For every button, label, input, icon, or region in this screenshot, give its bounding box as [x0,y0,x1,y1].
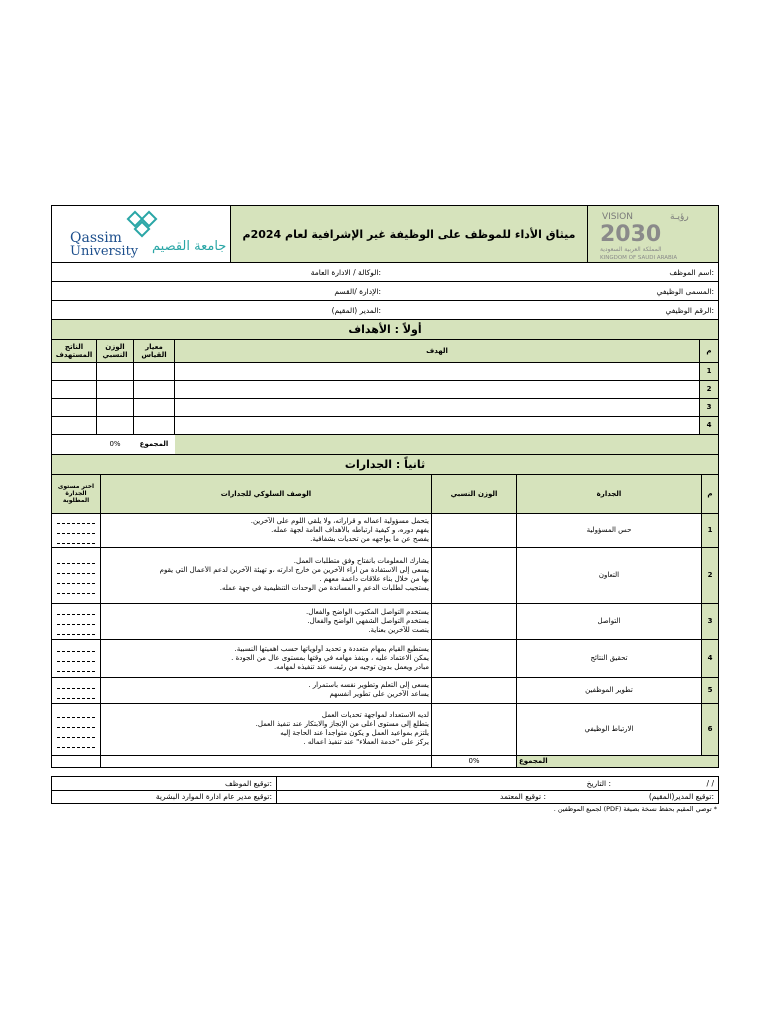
vision-2030-logo [587,206,718,262]
indicator: بها من خلال بناء علاقات داعمة معهم . [319,575,429,583]
employee-info [52,263,718,320]
department-label[interactable]: :الإدارة /القسم [334,286,381,296]
indicator: مبادر ويعمل بدون توجيه من رئيسه عند تنفيذه لمهامه. [273,662,429,671]
competency-desc [101,603,432,639]
competency-name: التعاون [517,547,702,603]
goals-table [52,340,718,454]
goal-row [52,380,718,398]
indicator: يساعد الآخرين على تطوير أنفسهم [329,690,429,698]
competency-num: 4 [702,639,719,677]
indicator: يستخدم التواصل المكتوب الواضح والفعال. [306,607,429,616]
competency-row [52,639,718,677]
goals-col-target: الناتج المستهدف [52,340,97,362]
competency-row [52,547,718,603]
qassim-university-logo [52,206,231,262]
goals-total-row [52,434,718,454]
measure-cell[interactable] [134,380,175,398]
comp-col-num: م [702,475,719,513]
weight-cell[interactable] [97,362,134,380]
competency-weight-cell[interactable] [432,547,517,603]
competency-num: 3 [702,603,719,639]
hr-signature[interactable]: :توقيع مدير عام ادارة الموارد البشرية [155,792,272,801]
competency-level-select[interactable] [52,603,101,639]
signature-row-2 [51,790,719,804]
measure-cell[interactable] [134,362,175,380]
weight-cell[interactable] [97,416,134,434]
form-header [52,206,718,263]
target-cell[interactable] [52,416,97,434]
indicator: يركز على "خدمة العملاء" عند تنفيذ أعماله . [303,738,429,746]
info-row [52,263,718,282]
indicator: يتحمل مسؤولية أعماله و قراراته، ولا يلقي اللوم على الآخرين. [250,516,429,525]
indicator: يستخدم التواصل الشفهي الواضح والفعال. [307,616,429,625]
competency-desc [101,677,432,703]
competency-name: التواصل [517,603,702,639]
goal-row [52,362,718,380]
pdf-note: * توصي المقيم بحفظ نسخة بصيغة (PDF) لجميع الموظفين . [553,805,717,813]
competency-level-select[interactable] [52,677,101,703]
date-value[interactable]: / / [706,779,714,788]
indicator: ينصت للآخرين بعناية. [368,625,429,634]
goals-col-num: م [700,340,719,362]
indicator: يسعى إلى الاستفادة من اراء الآخرين من خارج ادارته ،و تهيئة الآخرين لدعم الأعمال التي يقوم [159,566,429,574]
agency-label[interactable]: :الوكالة / الادارة العامة [310,267,381,277]
logo-line1: Qassim [70,230,122,246]
comp-col-level: اختر مستوى الجدارة المطلوبة [52,475,101,513]
performance-charter-form [51,205,719,768]
target-cell[interactable] [52,398,97,416]
job-title-label[interactable]: :المسمى الوظيفي [656,286,714,296]
comp-col-weight: الوزن النسبي [432,475,517,513]
comp-col-desc: الوصف السلوكي للجدارات [101,475,432,513]
indicator: يسعى إلى التعلم وتطوير نفسه باستمرار . [308,681,429,689]
competencies-total-value: 0% [432,755,517,767]
weight-cell[interactable] [97,398,134,416]
competency-name: تحقيق النتائج [517,639,702,677]
competency-desc [101,639,432,677]
indicator: يفهم دوره، و كيفية ارتباطه بالأهداف العامة لجهة عمله. [271,525,429,534]
indicator: يتطلع إلى مستوى أعلى من الإنجاز والابتكار عند تنفيذ العمل. [255,720,429,728]
vision-country-en: KINGDOM OF SAUDI ARABIA [600,255,678,261]
vision-label: VISION [602,212,633,222]
competency-name: تطوير الموظفين [517,677,702,703]
info-row [52,301,718,320]
competencies-table [52,475,718,767]
competency-name: الارتباط الوظيفي [517,703,702,755]
goal-row [52,416,718,434]
goal-cell[interactable] [175,398,700,416]
indicator: يمكن الاعتماد عليه ، وينفذ مهامه في وقتها بمستوى عال من الجودة . [231,653,429,662]
competency-num: 2 [702,547,719,603]
approver-signature[interactable]: : توقيع المعتمد [276,790,550,803]
competency-weight-cell[interactable] [432,513,517,547]
signature-row-1 [51,776,719,791]
competency-level-select[interactable] [52,513,101,547]
goal-num: 3 [700,398,719,416]
competencies-total-label: المجموع [517,755,719,767]
competency-num: 5 [702,677,719,703]
indicator: يشارك المعلومات بانفتاح وفق متطلبات العمل. [293,557,429,565]
goals-col-weight: الوزن النسبي [97,340,134,362]
goals-total-label: المجموع [134,434,175,454]
goal-num: 4 [700,416,719,434]
logo-arabic: جامعة القصيم [152,239,227,254]
weight-cell[interactable] [97,380,134,398]
competencies-section-title: ثانياً : الجدارات [52,454,718,475]
competency-level-select[interactable] [52,639,101,677]
date-label: : التاريخ [276,777,615,790]
target-cell[interactable] [52,380,97,398]
goal-row [52,398,718,416]
competency-num: 6 [702,703,719,755]
competency-desc [101,703,432,755]
competency-num: 1 [702,513,719,547]
competency-desc [101,513,432,547]
competency-name: حس المسؤولية [517,513,702,547]
indicator: لديه الاستعداد لمواجهة تحديات العمل [321,711,429,719]
competency-row [52,603,718,639]
target-cell[interactable] [52,362,97,380]
manager-signature[interactable]: :توقيع المدير(المقيم) [648,792,714,801]
logo-line2: University [70,244,139,259]
indicator: يفصح عن ما يواجهه من تحديات بشفافية. [310,534,429,543]
competencies-total-row [52,755,718,767]
employee-name-label[interactable]: :اسم الموظف [669,267,714,277]
info-row [52,282,718,301]
vision-year: 2030 [600,222,662,247]
goal-cell[interactable] [175,416,700,434]
vision-arabic: رؤيـة [670,212,689,222]
goal-cell[interactable] [175,362,700,380]
competency-row [52,513,718,547]
competency-level-select[interactable] [52,703,101,755]
competency-weight-cell[interactable] [432,603,517,639]
competency-weight-cell[interactable] [432,677,517,703]
goal-num: 1 [700,362,719,380]
indicator: يستجيب لطلبات الدعم و المساندة من الوحدات التنظيمية في جهة عمله. [219,584,429,592]
competency-desc [101,547,432,603]
indicator: يستطيع القيام بمهام متعددة و تحديد أولوياتها حسب اهميتها النسبية. [234,644,429,653]
competency-level-select[interactable] [52,547,101,603]
comp-col-name: الجدارة [517,475,702,513]
goal-num: 2 [700,380,719,398]
indicator: يلتزم بمواعيد العمل و يكون متواجداً عند الحاجة إليه [280,729,429,737]
competency-row [52,703,718,755]
manager-label[interactable]: :المدير (المقيم) [331,305,381,315]
goal-cell[interactable] [175,380,700,398]
measure-cell[interactable] [134,398,175,416]
goals-col-goal: الهدف [175,340,700,362]
employee-number-label[interactable]: :الرقم الوظيفي [665,305,714,315]
goals-total-value: 0% [97,434,134,454]
measure-cell[interactable] [134,416,175,434]
form-title: ميثاق الأداء للموظف على الوظيفة غير الإشرافية لعام 2024م [231,206,587,262]
goals-col-measure: معيار القياس [134,340,175,362]
vision-country-ar: المملكة العربية السعودية [600,246,662,253]
competency-row [52,677,718,703]
competency-weight-cell[interactable] [432,639,517,677]
university-emblem-icon [52,206,230,262]
goals-section-title: أولاً : الأهداف [52,320,718,340]
competency-weight-cell[interactable] [432,703,517,755]
employee-signature[interactable]: :توقيع الموظف [224,779,272,788]
